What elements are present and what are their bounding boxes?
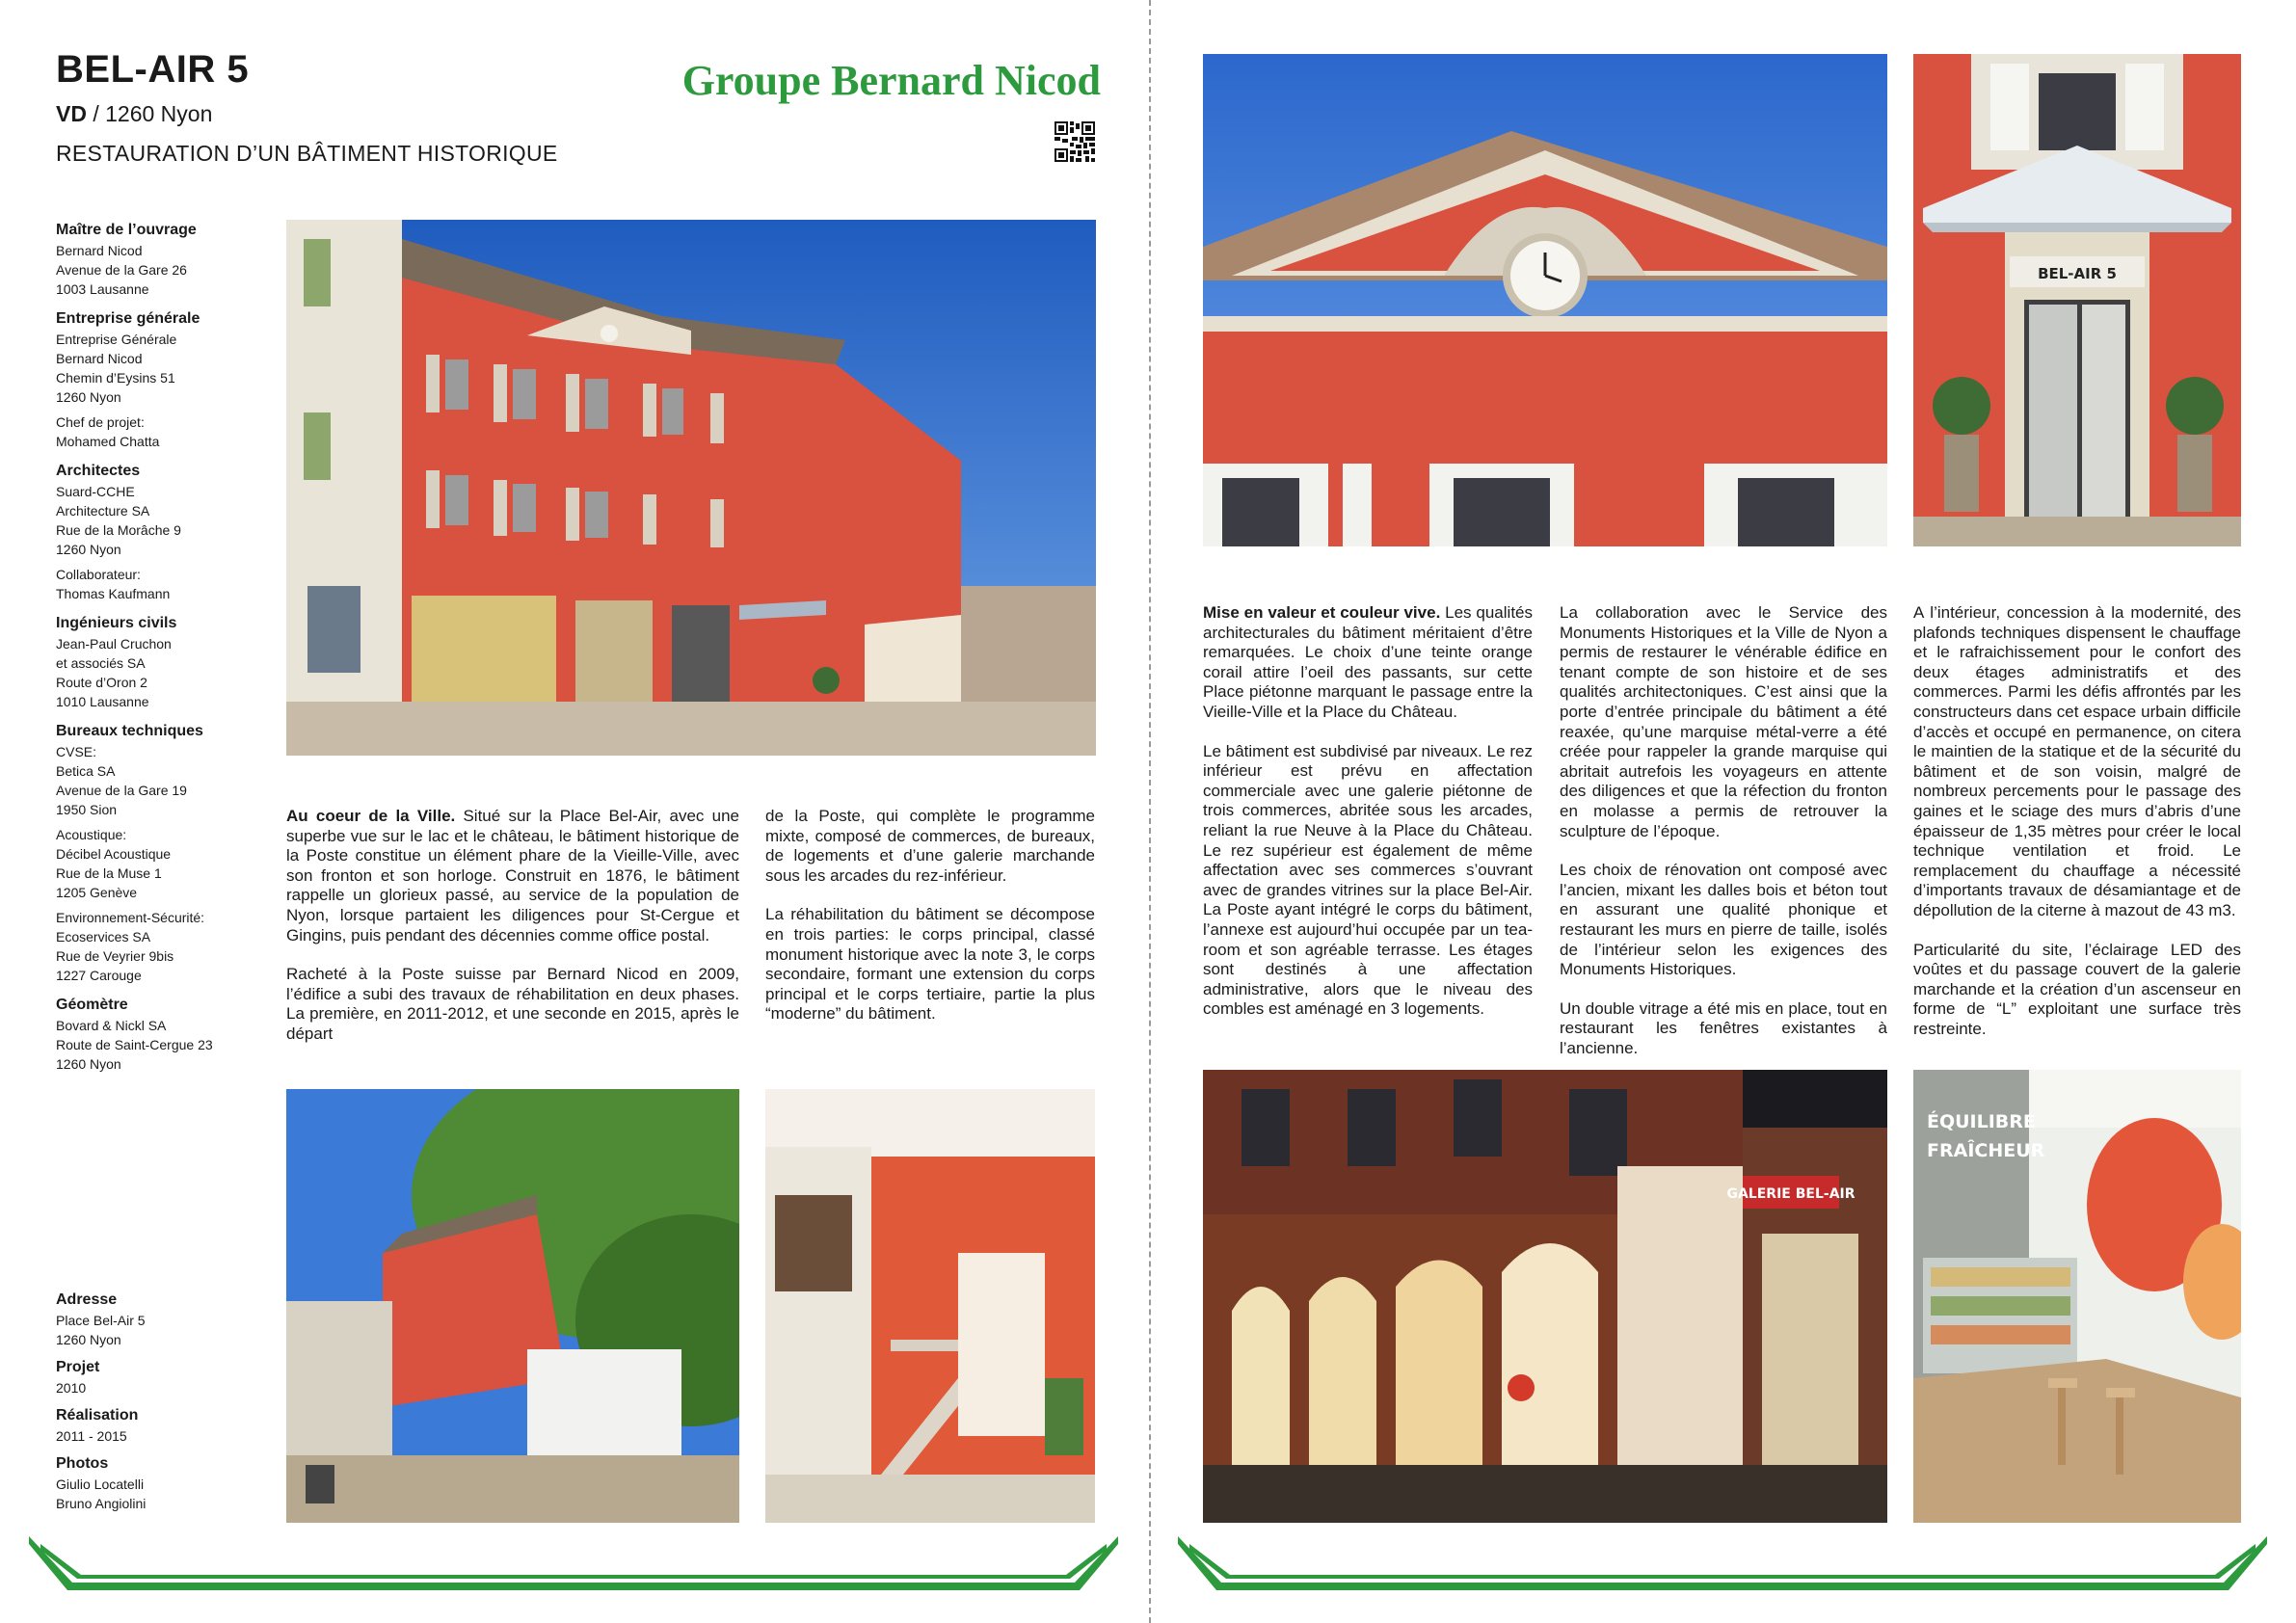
credit-line: Bovard & Nickl SA: [56, 1018, 167, 1033]
credit-line: 1227 Carouge: [56, 968, 142, 983]
paragraph: [1203, 603, 1533, 723]
info-heading: Photos: [56, 1455, 109, 1472]
credit-line: Décibel Acoustique: [56, 846, 172, 862]
credit-line: Chemin d’Eysins 51: [56, 370, 175, 386]
qr-code-icon: [1055, 121, 1095, 162]
credit-heading: Géomètre: [56, 997, 128, 1013]
paragraph: Un double vitrage a été mis en place, tout en restaurant les fenêtres existantes à l’ancienne.: [1560, 998, 1887, 1057]
photo-night-arcades: [1203, 1070, 1887, 1523]
info-line: Bruno Angiolini: [56, 1496, 147, 1511]
credit-line: 1950 Sion: [56, 802, 118, 817]
info-line: 2010: [56, 1380, 87, 1396]
credit-line: Rue de la Muse 1: [56, 865, 162, 881]
credit-line: Ecoservices SA: [56, 929, 151, 945]
credits-sidebar: [56, 220, 258, 1083]
photo-building-facade: [286, 220, 1096, 756]
photo-pediment-clock: [1203, 54, 1887, 546]
info-line: Giulio Locatelli: [56, 1477, 145, 1492]
credit-line: Avenue de la Gare 26: [56, 262, 187, 278]
photo-entrance-marquee: [1913, 54, 2241, 546]
credit-heading: Entreprise générale: [56, 310, 200, 327]
company-logo: [648, 50, 1101, 106]
lead-in: Mise en valeur et couleur vive.: [1203, 603, 1441, 622]
credit-architectes: [56, 461, 258, 603]
right-page: [1151, 0, 2296, 1623]
credit-line: Architecture SA: [56, 503, 150, 519]
paragraph-text: Situé sur la Place Bel-Air, avec une superbe vue sur le lac et le château, le bâtiment historique de la Poste constitue un élément phare de la Vieille-Ville, avec son fronton et son horloge. Construit en 1876, le bâtiment rappelle un glorieux passé, au service de la population de Nyon, lorsque partaient les diligences pour St-Cergue et Gingins, puis pendant des décennies comme office postal.: [286, 807, 739, 945]
info-realisation: [56, 1405, 258, 1446]
credit-line: 1260 Nyon: [56, 542, 121, 557]
credit-subheading: CVSE:: [56, 744, 97, 759]
text-column-4: [1560, 603, 1887, 1078]
footer-green-bar: [1178, 1536, 2267, 1590]
credit-entreprise: [56, 308, 258, 451]
paragraph: de la Poste, qui complète le programme mixte, composé de commerces, de bureaux, de logements et d’une galerie marchande sous les arcades du rez-inférieur.: [765, 807, 1095, 885]
cafe-sign-text-1: ÉQUILIBRE: [1927, 1111, 2036, 1132]
credit-line: et associés SA: [56, 655, 146, 671]
project-info-sidebar: [56, 1290, 258, 1521]
credit-line: Avenue de la Gare 19: [56, 783, 187, 798]
credit-line: Rue de Veyrier 9bis: [56, 948, 174, 964]
credit-subheading: Environnement-Sécurité:: [56, 910, 205, 925]
info-heading: Adresse: [56, 1291, 118, 1308]
project-title: BEL-AIR 5: [56, 48, 250, 91]
info-line: 1260 Nyon: [56, 1332, 121, 1347]
paragraph: Particularité du site, l’éclairage LED des voûtes et du passage couvert de la galerie marchande et la création d’un ascenseur en forme de “L” exploitant une surface très restreinte.: [1913, 940, 2241, 1038]
city: / 1260 Nyon: [86, 101, 213, 126]
credit-heading: Maître de l’ouvrage: [56, 222, 197, 238]
info-heading: Projet: [56, 1359, 100, 1375]
text-column-5: [1913, 603, 2241, 1058]
entrance-sign-text: BEL-AIR 5: [2038, 265, 2117, 282]
info-line: Place Bel-Air 5: [56, 1313, 146, 1328]
credit-line: Bernard Nicod: [56, 243, 143, 258]
footer-green-bar: [29, 1536, 1118, 1590]
text-column-3: [1203, 603, 1533, 1039]
project-subtitle: RESTAURATION D’UN BÂTIMENT HISTORIQUE: [56, 141, 558, 166]
info-line: 2011 - 2015: [56, 1428, 127, 1444]
info-photos: [56, 1453, 258, 1513]
paragraph: Les choix de rénovation ont composé avec l’ancien, mixant les dalles bois et béton tout en assurant une qualité phonique et restaurant les murs en pierre de taille, isolés de l’intérieur selon les exigences des Monuments Historiques.: [1560, 861, 1887, 979]
credit-heading: Bureaux techniques: [56, 723, 203, 739]
paragraph: [286, 807, 739, 945]
credit-line: Entreprise Générale: [56, 332, 177, 347]
credit-heading: Ingénieurs civils: [56, 615, 177, 631]
info-adresse: [56, 1290, 258, 1349]
credit-ingenieurs: [56, 613, 258, 711]
cafe-sign-text-2: FRAÎCHEUR: [1927, 1140, 2045, 1161]
gallery-sign-text: GALERIE BEL-AIR: [1726, 1186, 1855, 1202]
credit-subheading: Collaborateur:: [56, 567, 141, 582]
text-column-2: [765, 807, 1095, 1044]
credit-line: Route d’Oron 2: [56, 675, 147, 690]
paragraph: La réhabilitation du bâtiment se décompose en trois parties: le corps principal, classé monument historique avec la note 3, le corps secondaire, formant une extension du corps principal et le corps tertiaire, partie la plus “moderne” du bâtiment.: [765, 905, 1095, 1024]
credit-maitre: [56, 220, 258, 299]
credit-geometre: [56, 995, 258, 1074]
photo-stairwell: [765, 1089, 1095, 1523]
credit-line: Rue de la Morâche 9: [56, 522, 181, 538]
project-location: [56, 101, 212, 127]
paragraph: Le bâtiment est subdivisé par niveaux. Le rez inférieur est prévu en affectation commerciale avec une galerie piétonne de trois commerces, abritée sous les arcades, reliant la rue Neuve à la Place du Château. Le rez supérieur est également de même affectation avec ses commerces s’ouvrant avec de grandes vitrines sur la place Bel-Air. La Poste ayant intégré le corps du bâtiment, l’annexe est aujourd’hui occupée par un tea-room et son agréable terrasse. Les étages sont destinés à une affectation administrative, alors que le niveau des combles est aménagé en 3 logements.: [1203, 741, 1533, 1019]
photo-cafe-interior: [1913, 1070, 2241, 1523]
credit-line: Mohamed Chatta: [56, 434, 160, 449]
canton-code: VD: [56, 101, 87, 126]
paragraph: La collaboration avec le Service des Monuments Historiques et la Ville de Nyon a permis de restaurer le vénérable édifice en tenant compte de son histoire et de ses qualités architectoniques. C’est ainsi que la porte d’entrée principale du bâtiment a été reaxée, qu’une marquise métal-verre a été créée pour rappeler la grande marquise qui abritait autrefois les voyageurs en attente des diligences et que la réfection du fronton en molasse a permis de retrouver la sculpture de l’époque.: [1560, 603, 1887, 840]
credit-heading: Architectes: [56, 463, 141, 479]
credit-line: Thomas Kaufmann: [56, 586, 171, 601]
credit-subheading: Chef de projet:: [56, 414, 145, 430]
credit-subheading: Acoustique:: [56, 827, 127, 842]
credit-line: 1010 Lausanne: [56, 694, 149, 709]
credit-line: 1260 Nyon: [56, 389, 121, 405]
paragraph: Racheté à la Poste suisse par Bernard Nicod en 2009, l’édifice a subi des travaux de réhabilitation en deux phases. La première, en 2011-2012, et une seconde en 2015, après le départ: [286, 965, 739, 1043]
left-page: [0, 0, 1147, 1623]
credit-bureaux: [56, 721, 258, 985]
credit-line: Bernard Nicod: [56, 351, 143, 366]
photo-square-tree: [286, 1089, 739, 1523]
credit-line: Jean-Paul Cruchon: [56, 636, 172, 652]
credit-line: 1260 Nyon: [56, 1056, 121, 1072]
credit-line: Route de Saint-Cergue 23: [56, 1037, 213, 1052]
credit-line: Betica SA: [56, 763, 116, 779]
credit-line: 1205 Genève: [56, 885, 138, 900]
logo-text: Groupe Bernard Nicod: [681, 57, 1101, 104]
credit-line: 1003 Lausanne: [56, 281, 149, 297]
info-projet: [56, 1357, 258, 1397]
paragraph-text: Les qualités architecturales du bâtiment méritaient d’être remarquées. Le choix d’une teinte orange corail attire l’oeil des passants, sur cette Place piétonne marquant le passage entre la Vieille-Ville et la Place du Château.: [1203, 603, 1533, 721]
credit-line: Suard-CCHE: [56, 484, 135, 499]
lead-in: Au coeur de la Ville.: [286, 807, 456, 825]
text-column-1: [286, 807, 739, 1064]
paragraph: A l’intérieur, concession à la modernité, des plafonds techniques dispensent le chauffage et le rafraichissement pour le confort des deux étages administratifs et des commerces. Parmi les défis affrontés par les constructeurs dans cet espace urbain difficile d’accès et occupé en permanence, on citera le maintien de la statique et de la sécurité du bâtiment et de son voisin, malgré de nombreux percements pour le passage des gaines et le sciage des murs d’abris d’une épaisseur de 1,35 mètres pour créer le local technique ventilation et froid. Le remplacement du chauffage a nécessité d’importants travaux de désamiantage et de dépollution de la citerne à mazout de 43 m3.: [1913, 603, 2241, 919]
info-heading: Réalisation: [56, 1407, 139, 1423]
